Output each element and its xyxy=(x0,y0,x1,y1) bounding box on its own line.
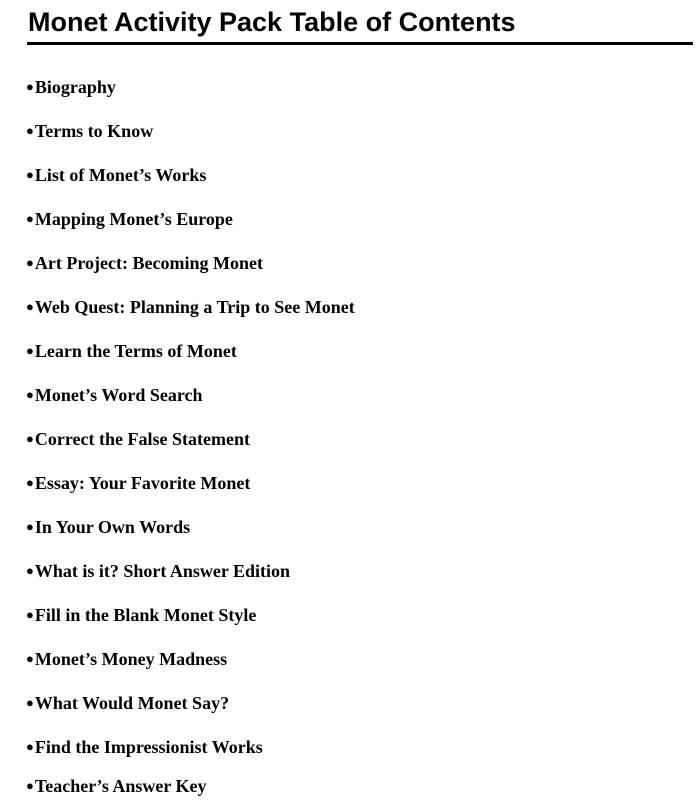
toc-item-monet-say xyxy=(26,692,229,714)
bullet-icon: ● xyxy=(26,519,34,534)
toc-item-label: Essay: Your Favorite Monet xyxy=(34,473,251,493)
toc-item-biography xyxy=(26,76,116,98)
bullet-icon: ● xyxy=(26,167,34,182)
toc-item-money-madness xyxy=(26,648,227,670)
bullet-icon: ● xyxy=(26,123,34,138)
title-underline xyxy=(27,42,693,45)
bullet-icon: ● xyxy=(26,563,34,578)
toc-item-label: Find the Impressionist Works xyxy=(34,737,263,757)
page-title: Monet Activity Pack Table of Contents xyxy=(28,7,516,37)
toc-item-fill-in-blank xyxy=(26,604,256,626)
toc-item-learn-terms xyxy=(26,340,237,362)
toc-item-label: List of Monet’s Works xyxy=(34,165,207,185)
bullet-icon: ● xyxy=(26,695,34,710)
bullet-icon: ● xyxy=(26,255,34,270)
bullet-icon: ● xyxy=(26,475,34,490)
toc-item-false-statement xyxy=(26,428,250,450)
toc-item-art-project xyxy=(26,252,263,274)
toc-item-own-words xyxy=(26,516,190,538)
bullet-icon: ● xyxy=(26,607,34,622)
toc-item-word-search xyxy=(26,384,203,406)
toc-item-label: Teacher’s Answer Key xyxy=(34,776,207,796)
toc-item-impressionist-works xyxy=(26,736,263,758)
toc-item-label: Web Quest: Planning a Trip to See Monet xyxy=(34,297,355,317)
toc-item-terms-to-know xyxy=(26,120,153,142)
bullet-icon: ● xyxy=(26,778,34,793)
bullet-icon: ● xyxy=(26,299,34,314)
toc-item-list-of-works xyxy=(26,164,206,186)
toc-item-label: Monet’s Word Search xyxy=(34,385,203,405)
bullet-icon: ● xyxy=(26,651,34,666)
toc-item-label: What is it? Short Answer Edition xyxy=(34,561,291,581)
toc-item-label: Art Project: Becoming Monet xyxy=(34,253,263,273)
bullet-icon: ● xyxy=(26,431,34,446)
bullet-icon: ● xyxy=(26,211,34,226)
toc-item-label: Correct the False Statement xyxy=(34,429,250,449)
toc-item-label: Learn the Terms of Monet xyxy=(34,341,237,361)
bullet-icon: ● xyxy=(26,343,34,358)
toc-item-label: Mapping Monet’s Europe xyxy=(34,209,233,229)
toc-item-answer-key xyxy=(26,775,207,797)
bullet-icon: ● xyxy=(26,739,34,754)
toc-item-short-answer xyxy=(26,560,290,582)
toc-item-label: Biography xyxy=(34,77,116,97)
bullet-icon: ● xyxy=(26,387,34,402)
toc-item-label: What Would Monet Say? xyxy=(34,693,230,713)
toc-item-mapping-europe xyxy=(26,208,233,230)
toc-item-web-quest xyxy=(26,296,355,318)
toc-item-label: Fill in the Blank Monet Style xyxy=(34,605,257,625)
toc-item-label: In Your Own Words xyxy=(34,517,191,537)
toc-item-label: Monet’s Money Madness xyxy=(34,649,228,669)
toc-item-label: Terms to Know xyxy=(34,121,154,141)
bullet-icon: ● xyxy=(26,79,34,94)
toc-item-essay xyxy=(26,472,250,494)
